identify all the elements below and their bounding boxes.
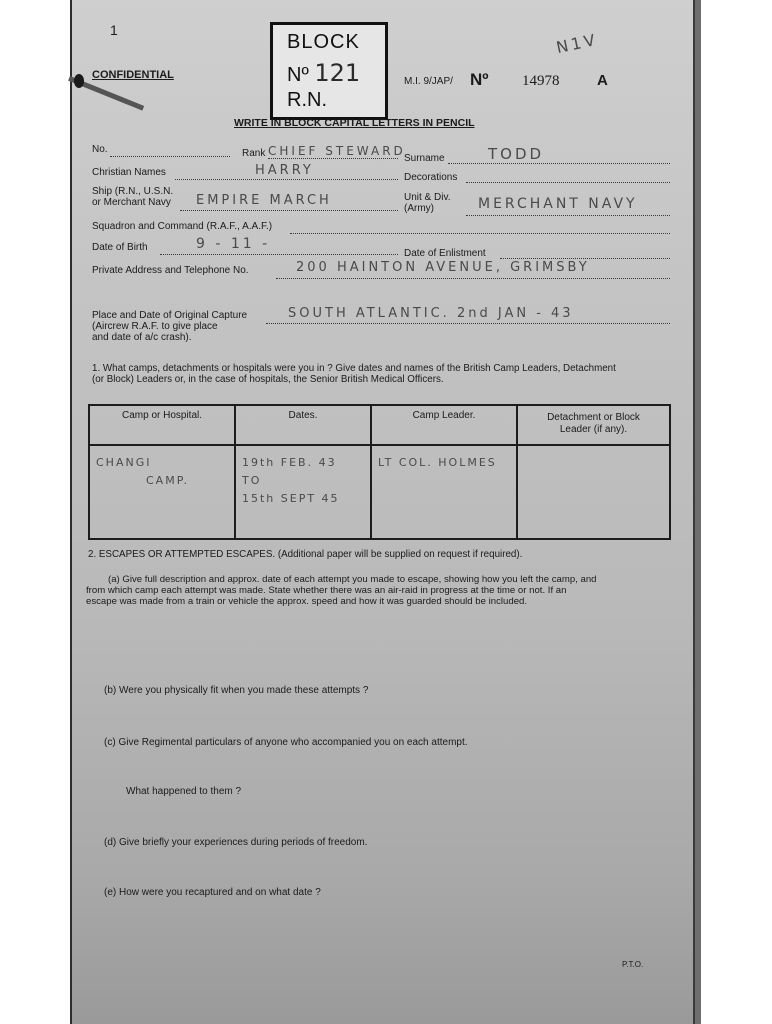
capture-value: SOUTH ATLANTIC. 2nd JAN - 43: [288, 306, 574, 321]
no-line: [110, 156, 230, 157]
enlistment-line: [500, 258, 670, 259]
paper-edge: [695, 0, 701, 1024]
dates-value-line3: 15th SEPT 45: [242, 492, 340, 505]
form-number-value: 14978: [522, 73, 560, 89]
mi-reference: M.I. 9/JAP/: [404, 76, 453, 87]
surname-label: Surname: [404, 153, 445, 164]
block-stamp-title: BLOCK: [287, 31, 360, 53]
col-dates: Dates.: [235, 405, 371, 445]
section2-d: (d) Give briefly your experiences during periods of freedom.: [104, 837, 368, 848]
dates-value-line2: TO: [242, 474, 262, 487]
form-number-suffix: A: [597, 72, 608, 89]
section1-question-line1: 1. What camps, detachments or hospitals were you in ? Give dates and names of the British Camp Leaders, Detachment: [92, 363, 616, 374]
christian-names-line: [175, 179, 398, 180]
rank-line: [268, 158, 398, 159]
unit-line: [466, 215, 670, 216]
instruction-heading: WRITE IN BLOCK CAPITAL LETTERS IN PENCIL: [234, 117, 475, 129]
corner-note: N1V: [554, 29, 600, 58]
camp-value-line1: CHANGI: [96, 456, 152, 469]
camps-table: [88, 404, 671, 540]
section1-question-line2: (or Block) Leaders or, in the case of hospitals, the Senior British Medical Officers.: [92, 374, 444, 385]
unit-label-2: (Army): [404, 203, 434, 214]
camp-value-line2: CAMP.: [146, 474, 190, 487]
capture-label-2: (Aircrew R.A.F. to give place: [92, 321, 218, 332]
squadron-line: [290, 233, 670, 234]
ship-line: [180, 210, 398, 211]
block-no-value: 121: [314, 59, 361, 87]
section2-e: (e) How were you recaptured and on what date ?: [104, 887, 321, 898]
cell-camp-leader: LT COL. HOLMES: [371, 445, 517, 539]
enlistment-label: Date of Enlistment: [404, 248, 486, 259]
col-detachment-leader: Detachment or Block Leader (if any).: [517, 405, 670, 445]
address-label: Private Address and Telephone No.: [92, 265, 249, 276]
block-stamp: [270, 22, 388, 120]
corner-mark: 1: [110, 22, 118, 38]
section2-a-line2: from which camp each attempt was made. State whether there was an air-raid in progress at the time or not. If an: [86, 585, 567, 596]
form-number-label: Nº: [470, 70, 489, 89]
pto-label: P.T.O.: [622, 960, 644, 969]
block-stamp-rn: R.N.: [287, 89, 327, 111]
col-camp-leader: Camp Leader.: [371, 405, 517, 445]
table-row: [89, 445, 670, 539]
section2-heading: 2. ESCAPES OR ATTEMPTED ESCAPES. (Additional paper will be supplied on request if required).: [88, 549, 523, 560]
rank-label: Rank: [242, 148, 266, 159]
address-line: [276, 278, 670, 279]
christian-names-value: HARRY: [255, 163, 314, 178]
capture-label-1: Place and Date of Original Capture: [92, 310, 248, 321]
rank-value: CHIEF STEWARD: [268, 144, 406, 158]
capture-line: [266, 323, 670, 324]
section2-b: (b) Were you physically fit when you made these attempts ?: [104, 685, 369, 696]
section2-a-line1: (a) Give full description and approx. date of each attempt you made to escape, showing how you left the camp, and: [108, 574, 597, 585]
unit-label-1: Unit & Div.: [404, 192, 451, 203]
dob-line: [160, 254, 398, 255]
capture-label-3: and date of a/c crash).: [92, 332, 192, 343]
christian-names-label: Christian Names: [92, 167, 166, 178]
unit-value: MERCHANT NAVY: [478, 196, 638, 212]
decorations-label: Decorations: [404, 172, 458, 183]
cell-detachment-leader: [517, 445, 670, 539]
cell-dates: [235, 445, 371, 539]
punch-hole: [74, 74, 84, 88]
dates-value-line1: 19th FEB. 43: [242, 456, 337, 469]
camps-table-header: [89, 405, 670, 445]
dob-value: 9 - 11 -: [196, 236, 271, 252]
block-no-label: Nº: [287, 64, 309, 86]
no-label: No.: [92, 144, 108, 155]
decorations-line: [466, 182, 670, 183]
ship-value: EMPIRE MARCH: [196, 193, 332, 208]
surname-value: TODD: [488, 145, 545, 163]
ship-label-2: or Merchant Navy: [92, 197, 171, 208]
address-value: 200 HAINTON AVENUE, GRIMSBY: [296, 260, 590, 275]
dob-label: Date of Birth: [92, 242, 148, 253]
confidential-label: CONFIDENTIAL: [92, 69, 174, 81]
block-stamp-number: [273, 59, 399, 87]
section2-a-line3: escape was made from a train or vehicle the approx. speed and how it was guarded should be included.: [86, 596, 528, 607]
cell-camp: [89, 445, 235, 539]
surname-line: [448, 163, 670, 164]
squadron-label: Squadron and Command (R.A.F., A.A.F.): [92, 221, 273, 232]
section2-c: (c) Give Regimental particulars of anyone who accompanied you on each attempt.: [104, 737, 468, 748]
ship-label-1: Ship (R.N., U.S.N.: [92, 186, 174, 197]
section2-c-follow: What happened to them ?: [126, 786, 242, 797]
col-camp-or-hospital: Camp or Hospital.: [89, 405, 235, 445]
